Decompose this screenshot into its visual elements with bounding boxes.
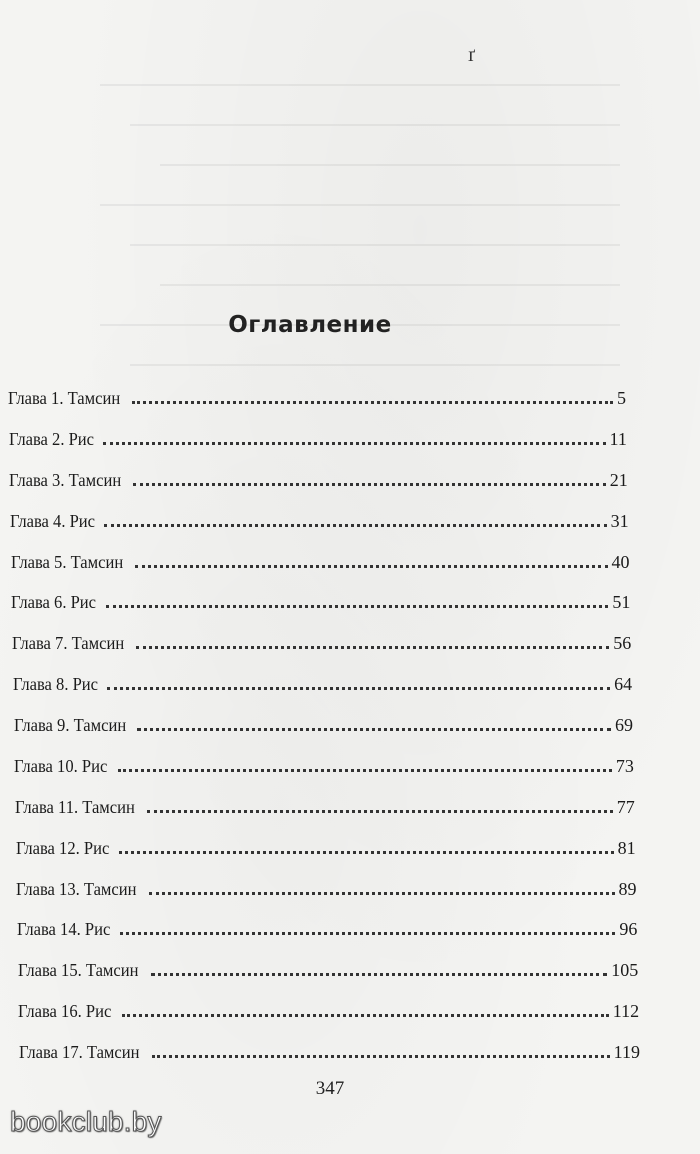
page-mark: ґ bbox=[468, 44, 476, 66]
toc-leader-dots bbox=[151, 973, 608, 976]
toc-entry-label: Глава 11. Тамсин bbox=[14, 796, 135, 817]
toc-leader-dots bbox=[136, 646, 609, 649]
toc-entry-page: 5 bbox=[617, 388, 626, 408]
page-number: 347 bbox=[315, 1078, 345, 1099]
toc-entry bbox=[11, 592, 630, 613]
toc-leader-dots bbox=[106, 605, 609, 608]
toc-entry-label: Глава 14. Рис bbox=[16, 919, 111, 940]
toc-entry bbox=[14, 756, 634, 777]
toc-entry-page: 77 bbox=[616, 796, 635, 817]
toc-entry bbox=[15, 797, 635, 818]
toc-entry bbox=[18, 960, 639, 981]
toc-entry-page: 89 bbox=[618, 878, 637, 899]
toc-entry-label: Глава 8. Рис bbox=[12, 674, 98, 695]
toc-entry-label: Глава 10. Рис bbox=[14, 755, 108, 776]
toc-leader-dots bbox=[120, 932, 615, 935]
toc-entry bbox=[10, 511, 629, 532]
toc-entry-page: 31 bbox=[610, 510, 629, 531]
toc-leader-dots bbox=[132, 401, 613, 404]
toc-entry-label: Глава 17. Тамсин bbox=[19, 1042, 140, 1062]
toc-leader-dots bbox=[103, 442, 605, 445]
toc-entry bbox=[8, 388, 626, 409]
toc-entry-page: 69 bbox=[615, 715, 633, 735]
toc-entry bbox=[9, 429, 627, 450]
toc-entry-label: Глава 6. Рис bbox=[11, 592, 97, 613]
toc-entry-label: Глава 9. Тамсин bbox=[13, 715, 126, 735]
toc-entry bbox=[12, 633, 631, 654]
toc-entry bbox=[13, 674, 632, 695]
toc-entry-page: 81 bbox=[617, 837, 636, 858]
toc-leader-dots bbox=[118, 769, 612, 772]
toc-entry-label: Глава 15. Тамсин bbox=[17, 960, 139, 981]
toc-entry bbox=[9, 470, 627, 491]
toc-title: Оглавление bbox=[228, 312, 392, 338]
toc-entry bbox=[16, 838, 636, 859]
toc-entry bbox=[14, 715, 634, 736]
toc-leader-dots bbox=[137, 728, 611, 731]
toc-entry bbox=[11, 552, 630, 573]
toc-entry-label: Глава 5. Тамсин bbox=[10, 551, 123, 572]
toc-entry bbox=[19, 1042, 640, 1063]
toc-entry-page: 64 bbox=[614, 674, 633, 695]
toc-entry bbox=[18, 1001, 639, 1022]
toc-entry-page: 51 bbox=[612, 592, 631, 613]
toc-entry bbox=[17, 919, 637, 940]
toc-entry-page: 112 bbox=[612, 1001, 640, 1022]
toc-leader-dots bbox=[104, 524, 606, 527]
toc-entry-label: Глава 16. Рис bbox=[18, 1001, 112, 1022]
toc-entry-page: 40 bbox=[611, 551, 630, 572]
toc-leader-dots bbox=[147, 810, 613, 813]
toc-entry-page: 73 bbox=[615, 755, 634, 776]
watermark-logo: bookclub.by bbox=[10, 1106, 162, 1137]
toc-entry-page: 105 bbox=[611, 960, 639, 981]
toc-leader-dots bbox=[135, 565, 608, 568]
toc-entry-page: 119 bbox=[613, 1042, 640, 1062]
toc-entry-label: Глава 1. Тамсин bbox=[8, 388, 121, 408]
toc-entry-page: 11 bbox=[609, 428, 627, 449]
toc-entry-label: Глава 4. Рис bbox=[10, 510, 96, 531]
toc-entry-page: 96 bbox=[619, 919, 638, 940]
toc-leader-dots bbox=[107, 687, 610, 690]
toc-entry bbox=[16, 879, 636, 900]
toc-leader-dots bbox=[119, 851, 614, 854]
toc-entry-label: Глава 7. Тамсин bbox=[12, 633, 125, 654]
toc-entry-label: Глава 12. Рис bbox=[15, 837, 109, 858]
toc-entry-page: 56 bbox=[613, 633, 632, 654]
toc-entry-label: Глава 3. Тамсин bbox=[9, 469, 122, 490]
toc-leader-dots bbox=[152, 1055, 610, 1058]
toc-entry-label: Глава 13. Тамсин bbox=[16, 878, 137, 899]
toc-leader-dots bbox=[133, 483, 605, 486]
toc-entry-label: Глава 2. Рис bbox=[8, 428, 94, 449]
toc-leader-dots bbox=[149, 892, 614, 895]
toc-entry-page: 21 bbox=[609, 469, 628, 490]
toc-leader-dots bbox=[122, 1014, 609, 1017]
